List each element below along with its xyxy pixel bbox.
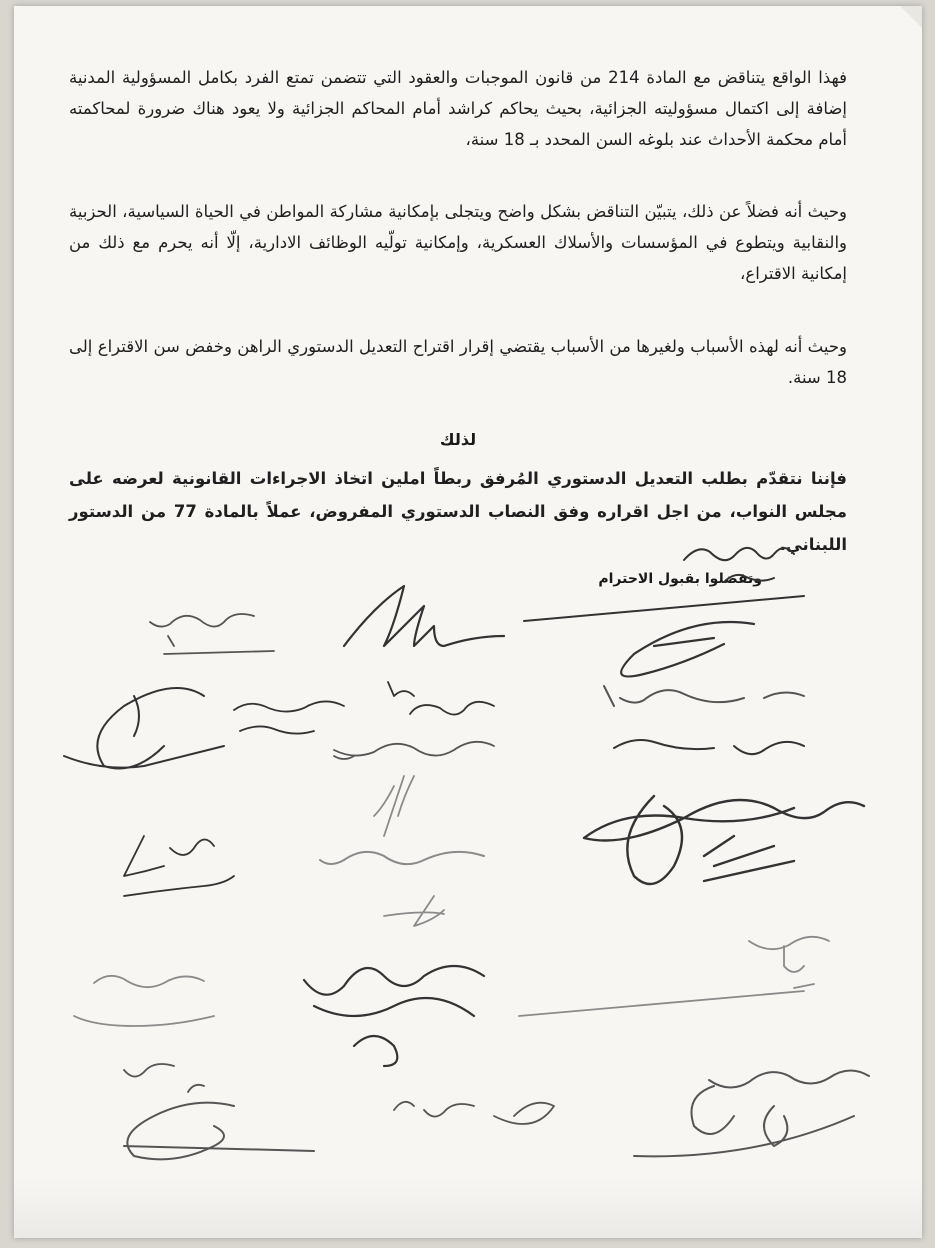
closing-phrase: وتفضلوا بقبول الاحترام [598, 571, 762, 587]
signature-14 [384, 896, 444, 926]
signature-17 [150, 614, 274, 654]
signature-16 [394, 1102, 554, 1124]
signature-20 [74, 976, 214, 1026]
signature-9 [388, 682, 494, 715]
signature-13 [320, 852, 484, 864]
signature-4 [614, 740, 804, 754]
signature-21 [124, 1064, 204, 1092]
signature-3 [604, 686, 804, 706]
paragraph-political-participation: وحيث أنه فضلاً عن ذلك، يتبيّن التناقض بشكل واضح ويتجلى بإمكانية مشاركة المواطن في الحياة السياسية، الحزبية والنقابية ويتطوع في المؤسسات والأسلاك العسكرية، وإمكانية تولّيه الوظائف الادارية، إلّا أنه يحرم مع ذلك من إمكانية الاقتراع، [69, 202, 847, 283]
signature-15 [304, 966, 484, 1066]
signature-1 [524, 548, 804, 621]
signature-6 [519, 937, 829, 1016]
section-heading: لذلك [439, 430, 477, 449]
signature-22 [124, 1103, 314, 1160]
signature-10 [234, 701, 344, 733]
signature-12 [374, 776, 414, 836]
signature-5 [584, 796, 864, 884]
request-paragraph: فإننا نتقدّم بطلب التعديل الدستوري المُرفق ربطاً املين اتخاذ الاجراءات القانونية لعرضه على مجلس النواب، من اجل اقراره وفق النصاب الدستوري المفروض، عملاً بالمادة 77 من الدستور اللبناني. [69, 469, 847, 554]
paragraph-civil-responsibility: فهذا الواقع يتناقض مع المادة 214 من قانون الموجبات والعقود التي تتضمن تمتع الفرد بكامل المسؤولية المدنية إضافة إلى اكتمال مسؤوليته الجزائية، بحيث يحاكم كراشد أمام المحاكم الجزائية ولا يعود هناك ضرورة لمحاكمته أمام محكمة الأحداث عند بلوغه السن المحدد بـ 18 سنة، [69, 68, 848, 149]
paragraph-reasons: وحيث أنه لهذه الأسباب ولغيرها من الأسباب يقتضي إقرار اقتراح التعديل الدستوري الراهن وخفض سن الاقتراع إلى 18 سنة. [69, 337, 847, 387]
signature-18 [64, 688, 224, 769]
signature-7 [634, 1070, 869, 1156]
signature-19 [124, 836, 234, 896]
signature-8 [344, 586, 504, 646]
signature-11 [334, 742, 494, 759]
signature-2 [621, 622, 754, 677]
document-page [14, 6, 922, 1238]
handwritten-signatures [14, 6, 922, 1238]
